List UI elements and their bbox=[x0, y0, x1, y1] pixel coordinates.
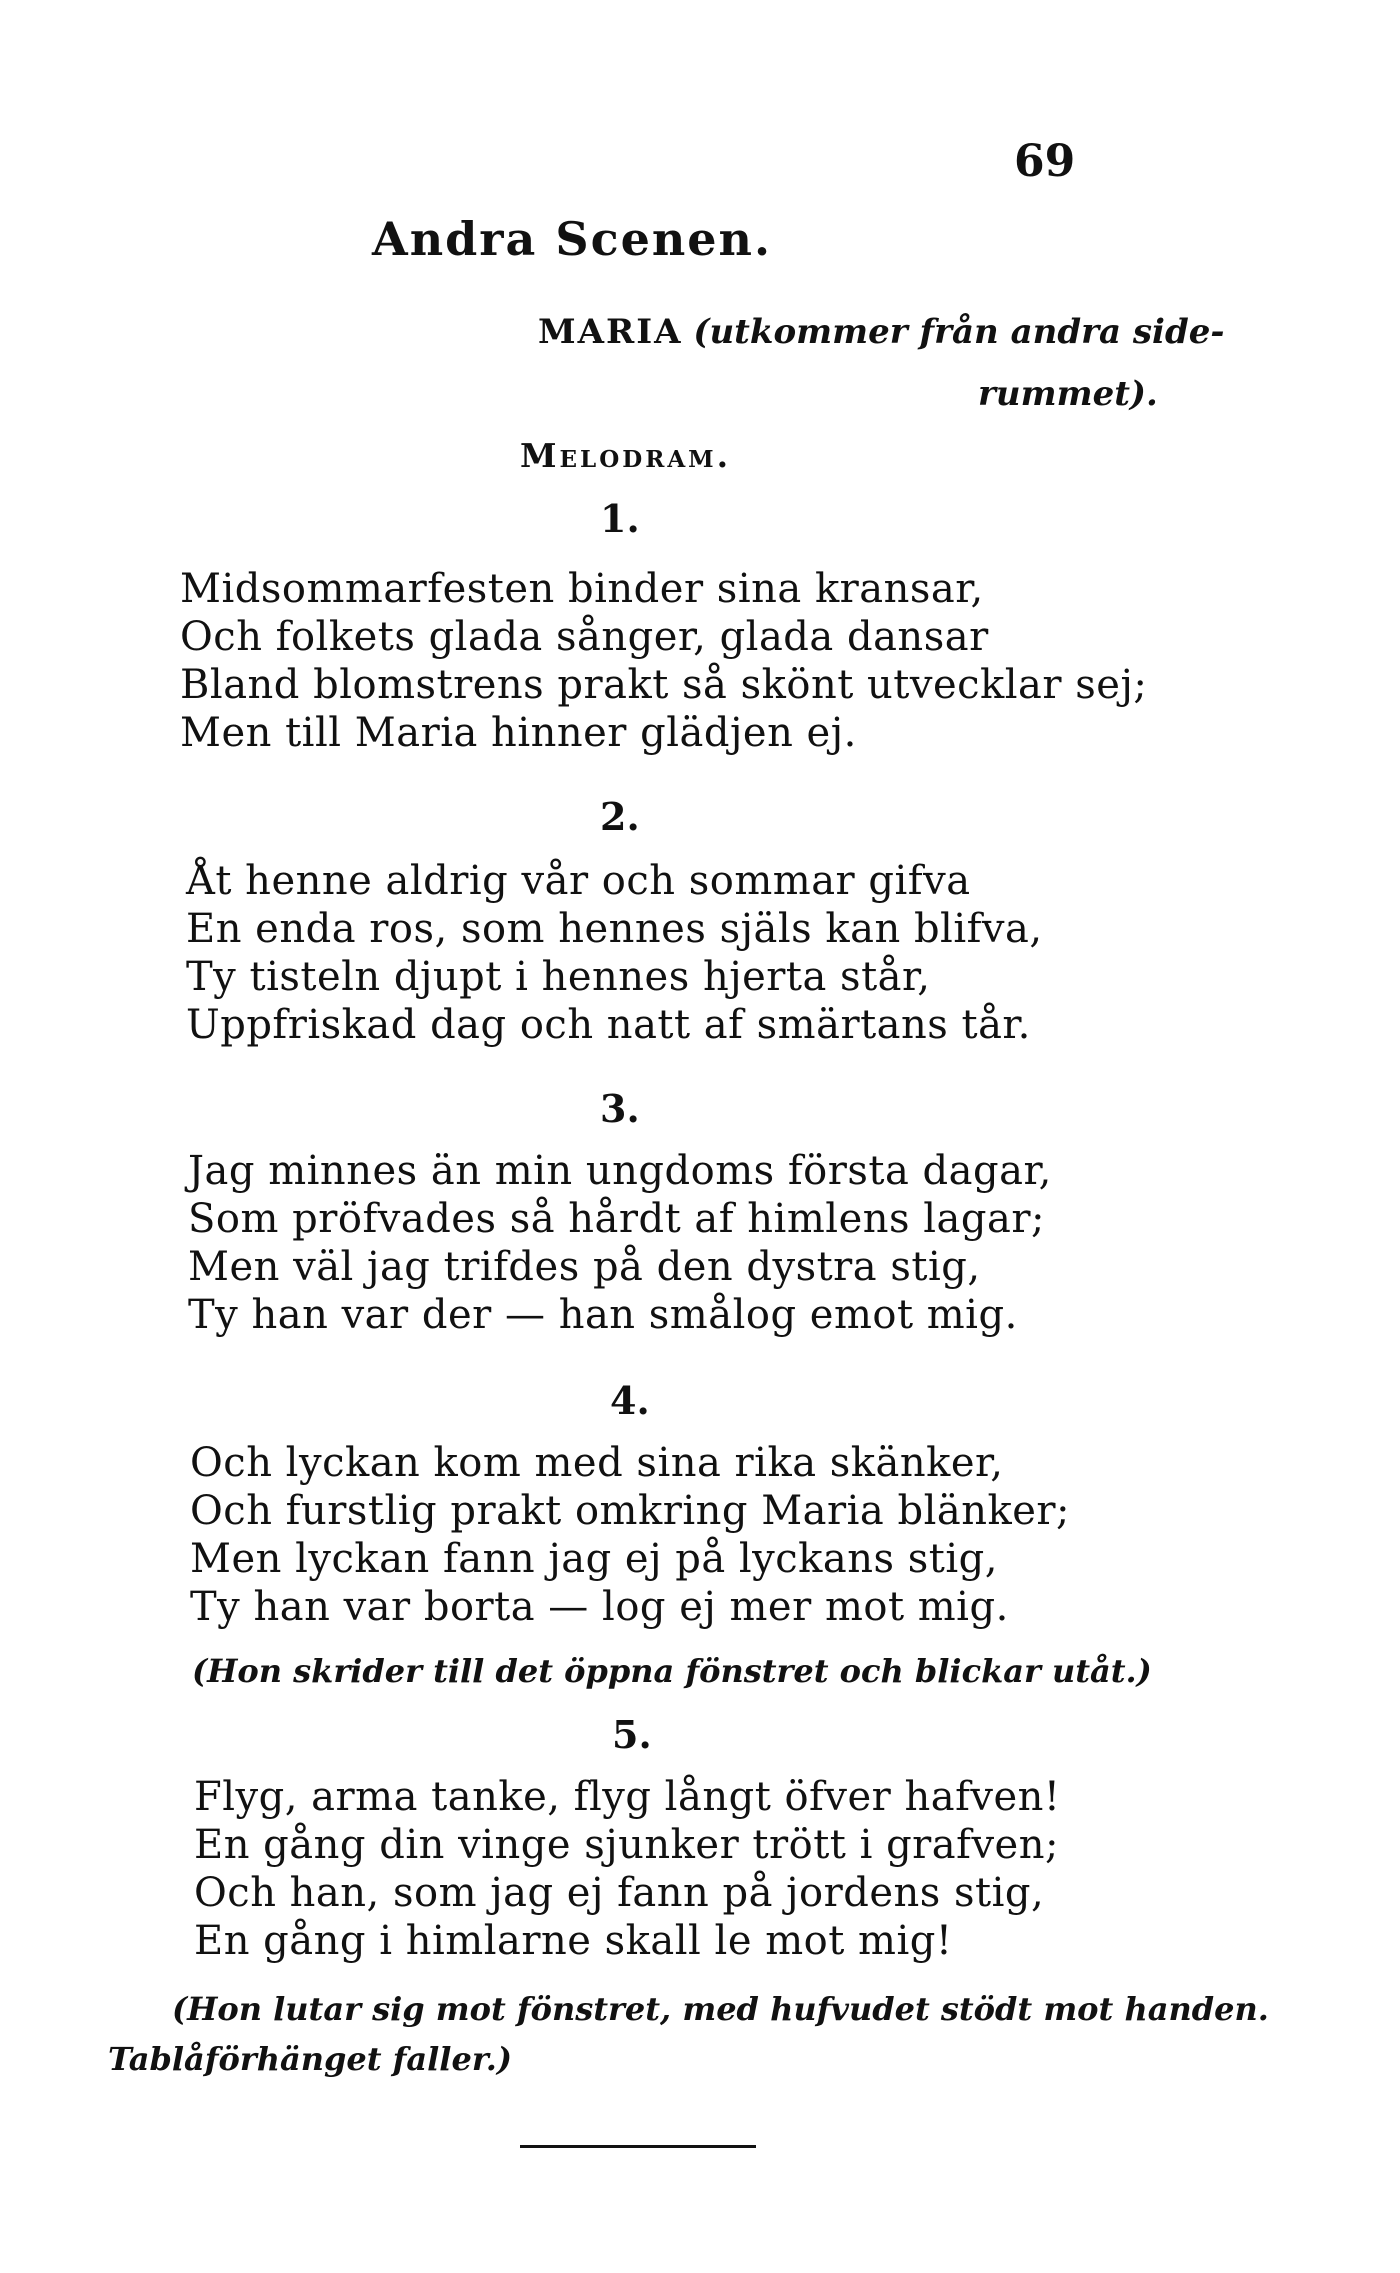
verse-line: Uppfriskad dag och natt af smärtans tår. bbox=[186, 1002, 1031, 1048]
speaker-name: MARIA bbox=[538, 312, 683, 352]
verse-line: Men väl jag trifdes på den dystra stig, bbox=[188, 1244, 981, 1290]
page-number: 69 bbox=[1014, 136, 1076, 187]
verse-line: Jag minnes än min ungdoms första dagar, bbox=[188, 1148, 1052, 1194]
stanza-number-5: 5. bbox=[612, 1712, 652, 1757]
verse-line: En enda ros, som hennes själs kan blifva, bbox=[186, 906, 1043, 952]
verse-line: Ty han var der — han smålog emot mig. bbox=[188, 1292, 1018, 1338]
stage-direction: (Hon skrider till det öppna fönstret och blickar utåt.) bbox=[192, 1652, 1152, 1690]
verse-line: En gång din vinge sjunker trött i grafven; bbox=[194, 1822, 1059, 1868]
verse-line: Men till Maria hinner glädjen ej. bbox=[180, 710, 857, 756]
verse-line: Bland blomstrens prakt så skönt utvecklar sej; bbox=[180, 662, 1148, 708]
verse-line: Och lyckan kom med sina rika skänker, bbox=[190, 1440, 1004, 1486]
scene-title: Andra Scenen. bbox=[372, 212, 773, 266]
verse-line: Och folkets glada sånger, glada dansar bbox=[180, 614, 989, 660]
section-label: Melodram. bbox=[520, 436, 732, 475]
end-rule bbox=[520, 2145, 756, 2148]
verse-line: Ty han var borta — log ej mer mot mig. bbox=[190, 1584, 1009, 1630]
speaker-line bbox=[538, 312, 1224, 352]
stanza-number-3: 3. bbox=[600, 1086, 640, 1131]
stanza-number-1: 1. bbox=[600, 496, 640, 541]
speaker-direction-start: (utkommer från andra side- bbox=[693, 312, 1225, 352]
verse-line: Midsommarfesten binder sina kransar, bbox=[180, 566, 984, 612]
verse-line: Flyg, arma tanke, flyg långt öfver hafven! bbox=[194, 1774, 1061, 1820]
speaker-direction-end: rummet). bbox=[978, 374, 1158, 414]
verse-line: Men lyckan fann jag ej på lyckans stig, bbox=[190, 1536, 998, 1582]
stage-direction: (Hon lutar sig mot fönstret, med hufvudet stödt mot handen. bbox=[172, 1990, 1269, 2028]
verse-line: Åt henne aldrig vår och sommar gifva bbox=[186, 858, 971, 904]
verse-line: Ty tisteln djupt i hennes hjerta står, bbox=[186, 954, 931, 1000]
stanza-number-4: 4. bbox=[610, 1378, 650, 1423]
stanza-number-2: 2. bbox=[600, 794, 640, 839]
verse-line: Som pröfvades så hårdt af himlens lagar; bbox=[188, 1196, 1045, 1242]
verse-line: Och furstlig prakt omkring Maria blänker; bbox=[190, 1488, 1071, 1534]
verse-line: Och han, som jag ej fann på jordens stig, bbox=[194, 1870, 1045, 1916]
verse-line: En gång i himlarne skall le mot mig! bbox=[194, 1918, 953, 1964]
stage-direction: Tablåförhänget faller.) bbox=[108, 2040, 513, 2078]
